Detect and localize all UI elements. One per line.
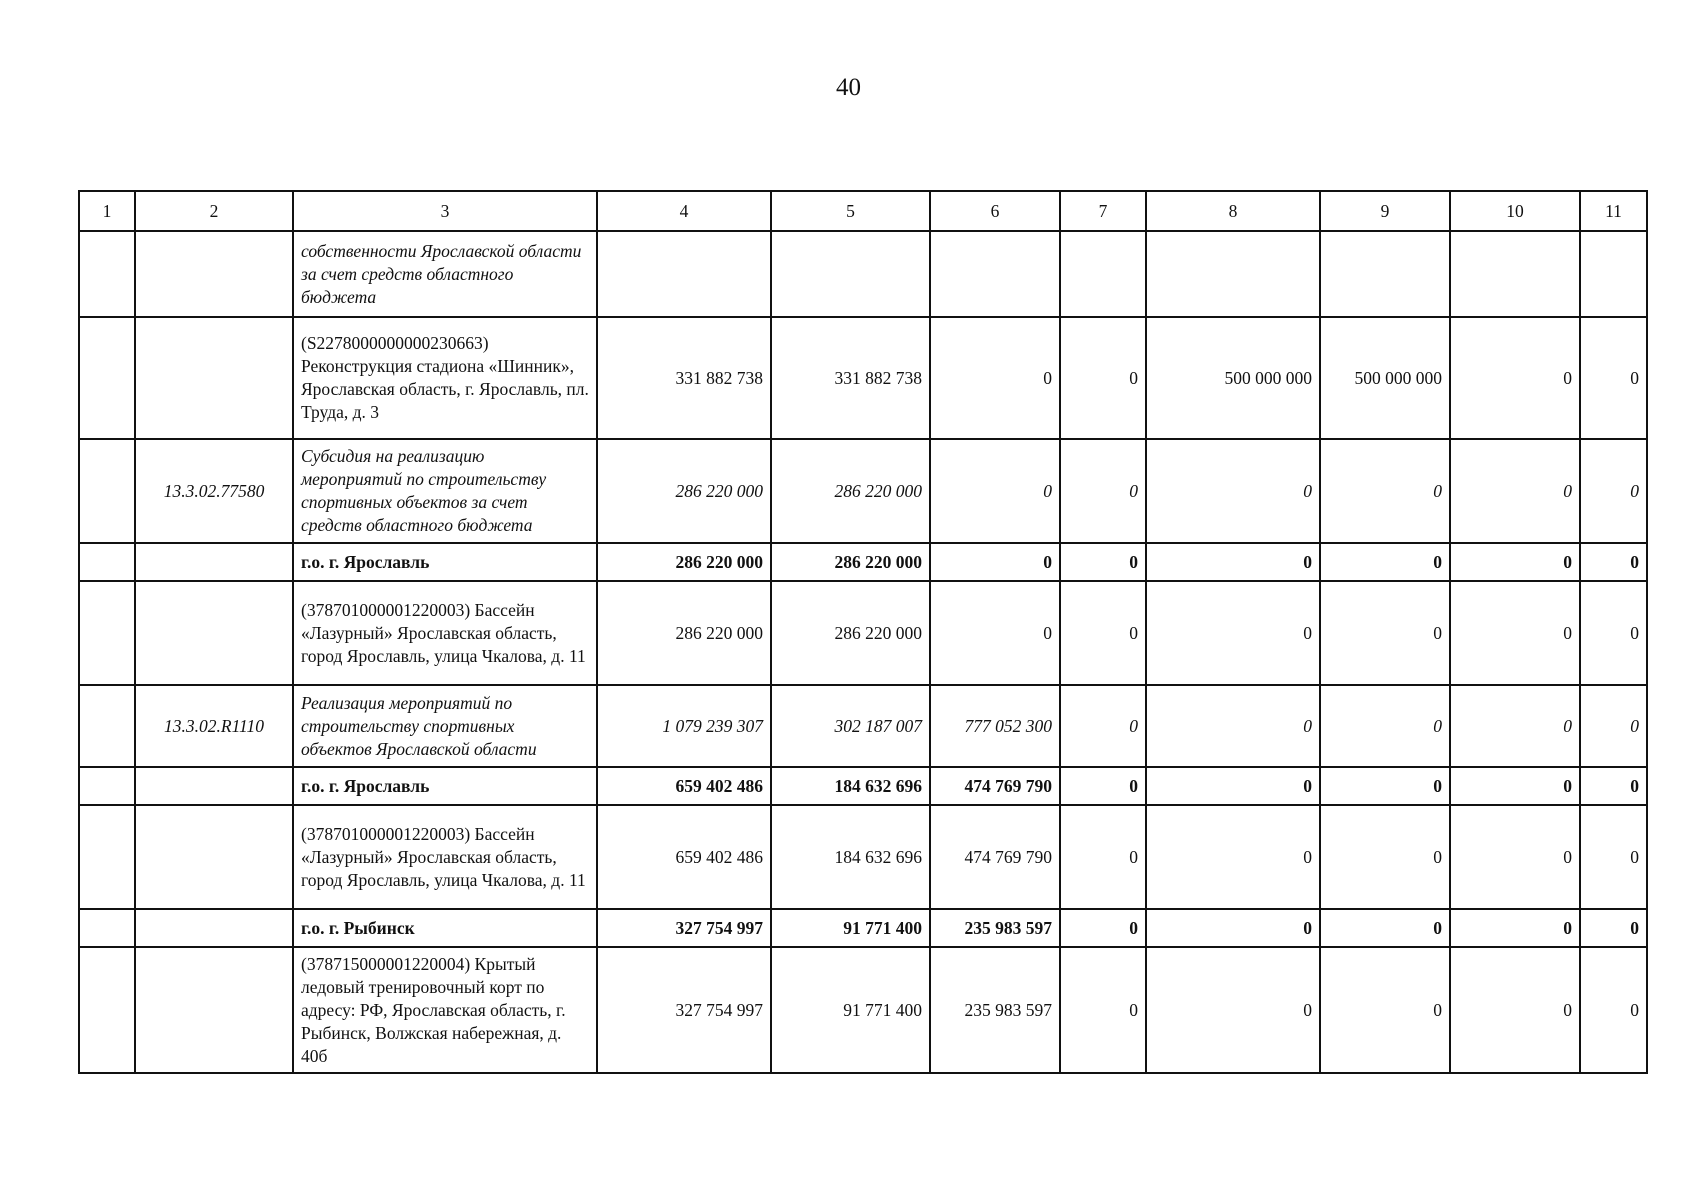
cell-value-col-8: 0 <box>1146 947 1320 1073</box>
cell-name: Реализация мероприятий по строительству спортивных объектов Ярославской области <box>293 685 597 767</box>
cell-value-col-10: 0 <box>1450 805 1580 909</box>
cell-value-col-11: 0 <box>1580 767 1647 805</box>
cell-col-1 <box>79 947 135 1073</box>
cell-value-col-4: 331 882 738 <box>597 317 771 439</box>
header-col-4: 4 <box>597 191 771 231</box>
table-row <box>79 317 1647 439</box>
cell-value-col-7: 0 <box>1060 685 1146 767</box>
cell-value-col-4: 659 402 486 <box>597 767 771 805</box>
cell-value-col-5: 184 632 696 <box>771 805 930 909</box>
cell-col-1 <box>79 685 135 767</box>
cell-name: (S2278000000000230663) Реконструкция стадиона «Шинник», Ярославская область, г. Ярославль, пл. Труда, д. 3 <box>293 317 597 439</box>
cell-value-col-11: 0 <box>1580 581 1647 685</box>
cell-value-col-10: 0 <box>1450 439 1580 543</box>
cell-col-1 <box>79 231 135 317</box>
cell-value-col-10: 0 <box>1450 909 1580 947</box>
table-row <box>79 947 1647 1073</box>
cell-value-col-7: 0 <box>1060 581 1146 685</box>
cell-value-col-11: 0 <box>1580 317 1647 439</box>
table-row <box>79 909 1647 947</box>
cell-value-col-6: 777 052 300 <box>930 685 1060 767</box>
cell-value-col-10: 0 <box>1450 767 1580 805</box>
cell-value-col-6 <box>930 231 1060 317</box>
cell-col-1 <box>79 543 135 581</box>
cell-col-1 <box>79 439 135 543</box>
header-col-3: 3 <box>293 191 597 231</box>
cell-value-col-6: 235 983 597 <box>930 909 1060 947</box>
cell-value-col-10: 0 <box>1450 581 1580 685</box>
header-col-8: 8 <box>1146 191 1320 231</box>
cell-value-col-5: 286 220 000 <box>771 581 930 685</box>
cell-value-col-11: 0 <box>1580 685 1647 767</box>
cell-value-col-11: 0 <box>1580 947 1647 1073</box>
table-row <box>79 543 1647 581</box>
cell-value-col-9: 500 000 000 <box>1320 317 1450 439</box>
table-row <box>79 439 1647 543</box>
header-col-11: 11 <box>1580 191 1647 231</box>
cell-value-col-9: 0 <box>1320 581 1450 685</box>
cell-value-col-11: 0 <box>1580 805 1647 909</box>
cell-value-col-8: 0 <box>1146 909 1320 947</box>
cell-value-col-8: 0 <box>1146 581 1320 685</box>
cell-value-col-5: 331 882 738 <box>771 317 930 439</box>
cell-value-col-9: 0 <box>1320 543 1450 581</box>
cell-value-col-6: 0 <box>930 581 1060 685</box>
cell-name: (378715000001220004) Крытый ледовый тренировочный корт по адресу: РФ, Ярославская область, г. Рыбинск, Волжская набережная, д. 40б <box>293 947 597 1073</box>
cell-value-col-10: 0 <box>1450 947 1580 1073</box>
cell-value-col-9: 0 <box>1320 947 1450 1073</box>
header-col-1: 1 <box>79 191 135 231</box>
cell-value-col-5: 302 187 007 <box>771 685 930 767</box>
header-col-10: 10 <box>1450 191 1580 231</box>
cell-value-col-5: 286 220 000 <box>771 543 930 581</box>
cell-value-col-8: 0 <box>1146 767 1320 805</box>
cell-value-col-6: 0 <box>930 543 1060 581</box>
cell-value-col-10: 0 <box>1450 685 1580 767</box>
cell-value-col-10: 0 <box>1450 543 1580 581</box>
cell-value-col-6: 0 <box>930 439 1060 543</box>
cell-col-1 <box>79 581 135 685</box>
cell-value-col-7: 0 <box>1060 543 1146 581</box>
cell-value-col-7 <box>1060 231 1146 317</box>
cell-value-col-7: 0 <box>1060 439 1146 543</box>
header-col-6: 6 <box>930 191 1060 231</box>
cell-name: г.о. г. Ярославль <box>293 767 597 805</box>
cell-code: 13.3.02.77580 <box>135 439 293 543</box>
cell-code <box>135 231 293 317</box>
table-row <box>79 685 1647 767</box>
cell-col-1 <box>79 805 135 909</box>
cell-col-1 <box>79 909 135 947</box>
cell-col-1 <box>79 317 135 439</box>
table-row <box>79 231 1647 317</box>
cell-value-col-8: 0 <box>1146 685 1320 767</box>
cell-value-col-4 <box>597 231 771 317</box>
cell-value-col-4: 286 220 000 <box>597 439 771 543</box>
cell-value-col-10 <box>1450 231 1580 317</box>
cell-value-col-4: 286 220 000 <box>597 543 771 581</box>
cell-value-col-11: 0 <box>1580 909 1647 947</box>
cell-value-col-9: 0 <box>1320 909 1450 947</box>
header-col-5: 5 <box>771 191 930 231</box>
cell-value-col-4: 327 754 997 <box>597 909 771 947</box>
cell-value-col-6: 235 983 597 <box>930 947 1060 1073</box>
cell-value-col-7: 0 <box>1060 805 1146 909</box>
cell-value-col-4: 327 754 997 <box>597 947 771 1073</box>
cell-value-col-9: 0 <box>1320 767 1450 805</box>
cell-value-col-7: 0 <box>1060 909 1146 947</box>
cell-value-col-5 <box>771 231 930 317</box>
cell-value-col-8: 0 <box>1146 543 1320 581</box>
cell-code <box>135 947 293 1073</box>
cell-value-col-9: 0 <box>1320 805 1450 909</box>
table-row <box>79 581 1647 685</box>
cell-value-col-11: 0 <box>1580 439 1647 543</box>
cell-value-col-9: 0 <box>1320 685 1450 767</box>
page-number: 40 <box>836 74 861 101</box>
cell-value-col-4: 659 402 486 <box>597 805 771 909</box>
cell-name: собственности Ярославской области за счет средств областного бюджета <box>293 231 597 317</box>
table-body <box>79 231 1647 1073</box>
cell-value-col-8 <box>1146 231 1320 317</box>
cell-value-col-11: 0 <box>1580 543 1647 581</box>
cell-value-col-7: 0 <box>1060 947 1146 1073</box>
cell-name: (378701000001220003) Бассейн «Лазурный» Ярославская область, город Ярославль, улица Чкалова, д. 11 <box>293 581 597 685</box>
cell-code <box>135 317 293 439</box>
cell-value-col-8: 0 <box>1146 805 1320 909</box>
cell-value-col-7: 0 <box>1060 767 1146 805</box>
cell-name: Субсидия на реализацию мероприятий по строительству спортивных объектов за счет средств областного бюджета <box>293 439 597 543</box>
cell-value-col-8: 0 <box>1146 439 1320 543</box>
budget-table <box>78 190 1648 1074</box>
cell-name: г.о. г. Рыбинск <box>293 909 597 947</box>
cell-value-col-5: 286 220 000 <box>771 439 930 543</box>
header-col-7: 7 <box>1060 191 1146 231</box>
cell-value-col-8: 500 000 000 <box>1146 317 1320 439</box>
cell-value-col-11 <box>1580 231 1647 317</box>
cell-code <box>135 767 293 805</box>
cell-value-col-6: 0 <box>930 317 1060 439</box>
cell-value-col-9: 0 <box>1320 439 1450 543</box>
cell-code <box>135 543 293 581</box>
cell-code <box>135 581 293 685</box>
cell-value-col-10: 0 <box>1450 317 1580 439</box>
table-row <box>79 767 1647 805</box>
header-col-2: 2 <box>135 191 293 231</box>
table-header-row <box>79 191 1647 231</box>
cell-code: 13.3.02.R1110 <box>135 685 293 767</box>
cell-value-col-4: 1 079 239 307 <box>597 685 771 767</box>
cell-code <box>135 909 293 947</box>
cell-value-col-6: 474 769 790 <box>930 767 1060 805</box>
cell-value-col-4: 286 220 000 <box>597 581 771 685</box>
cell-value-col-5: 91 771 400 <box>771 947 930 1073</box>
cell-col-1 <box>79 767 135 805</box>
cell-value-col-7: 0 <box>1060 317 1146 439</box>
cell-name: (378701000001220003) Бассейн «Лазурный» Ярославская область, город Ярославль, улица Чкалова, д. 11 <box>293 805 597 909</box>
cell-value-col-9 <box>1320 231 1450 317</box>
table-row <box>79 805 1647 909</box>
cell-value-col-6: 474 769 790 <box>930 805 1060 909</box>
cell-value-col-5: 184 632 696 <box>771 767 930 805</box>
cell-name: г.о. г. Ярославль <box>293 543 597 581</box>
cell-code <box>135 805 293 909</box>
cell-value-col-5: 91 771 400 <box>771 909 930 947</box>
header-col-9: 9 <box>1320 191 1450 231</box>
